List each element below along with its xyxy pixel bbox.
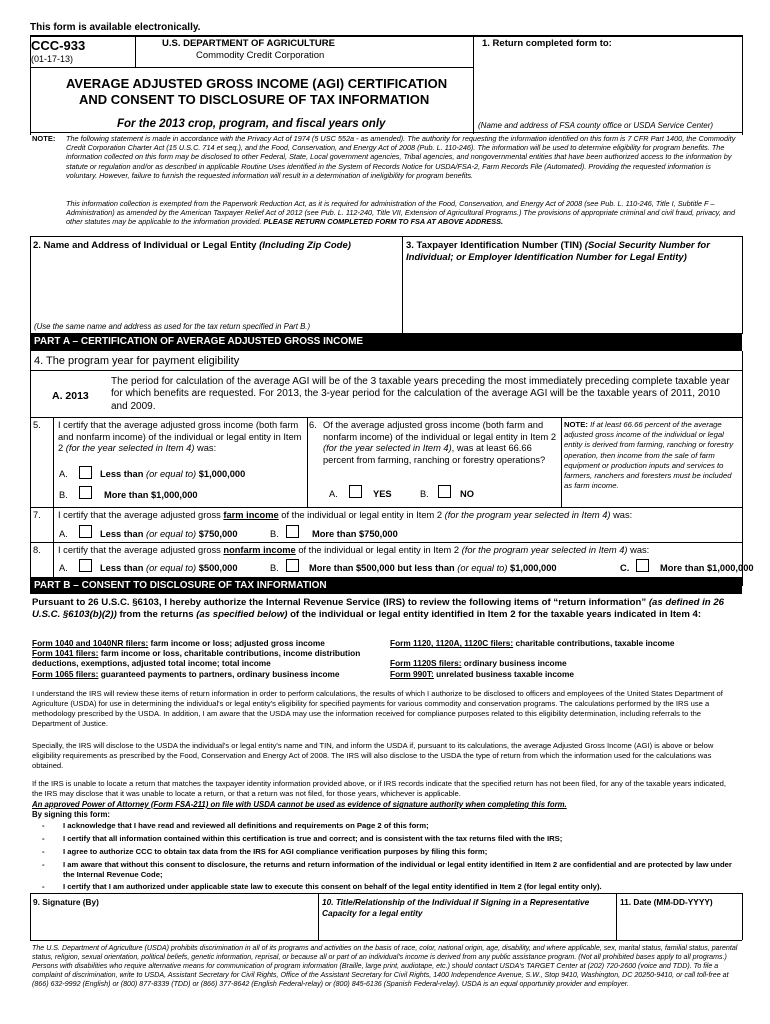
certification-bullets xyxy=(42,821,740,892)
item7-farm-income: farm income xyxy=(223,510,279,520)
item6-no-label: NO xyxy=(460,489,474,499)
title-relationship-field[interactable] xyxy=(322,919,614,938)
item8-c-checkbox[interactable] xyxy=(636,559,649,572)
item8-c-option: More than $1,000,000 xyxy=(660,563,754,573)
item7-a-checkbox[interactable] xyxy=(79,525,92,538)
item8-a-option xyxy=(100,563,238,573)
item8-end: was: xyxy=(630,545,650,555)
item5-b-option: More than $1,000,000 xyxy=(104,490,198,500)
form-desc: farm income or loss, charitable contributions, income distribution deductions, exemptions, adjusted total income; total income xyxy=(32,648,361,669)
item8-b-amount: $1,000,000 xyxy=(510,563,557,573)
item7-a-option xyxy=(100,529,238,539)
item4-text: The period for calculation of the average AGI will be of the 3 taxable years preceding the most immediately preceding complete taxable year for which benefits are requested. For 2013, the 3-year period for the calculation of the average AGI will be the taxable years of 2011, 2010 and 2009. xyxy=(111,376,730,412)
item5-a-checkbox[interactable] xyxy=(79,466,92,479)
item8-number: 8. xyxy=(33,545,41,555)
poa-warning: An approved Power of Attorney (Form FSA-211) on file with USDA cannot be used as evidence of signature authority when completing this form. xyxy=(32,800,567,809)
item8-text2: of the individual or legal entity in Item 2 xyxy=(298,545,460,555)
item4-label: 4. The program year for payment eligibility xyxy=(34,355,240,367)
form-name: Form 1041 filers: xyxy=(32,648,99,659)
form-name: Form 1040 and 1040NR filers: xyxy=(32,638,149,648)
irs-unable-paragraph: If the IRS is unable to locate a return that matches the taxpayer identity information provided above, or if IRS records indicate that the specified return has not been filed, for any of the taxable years indicated, the IRS may disclose that it was unable to locate a return, or that a return was not filed, for those years, whichever is applicable. xyxy=(32,779,726,798)
item8-a-label: A. xyxy=(59,563,68,573)
item5-a-text: Less than xyxy=(100,469,144,479)
item5-text xyxy=(58,420,304,455)
title-relationship-text: 10. Title/Relationship of the Individual if Signing in a Representative Capacity for a legal entity xyxy=(322,897,590,918)
item5-a-label: A. xyxy=(59,469,68,479)
item6-yes-checkbox[interactable] xyxy=(349,485,362,498)
return-form-label: 1. Return completed form to: xyxy=(482,38,612,49)
item6-text-end: , was at least 66.66 percent from farming, ranching or forestry operations? xyxy=(323,443,546,465)
form-desc: charitable contributions, taxable income xyxy=(515,638,675,648)
part-a-header: PART A – CERTIFICATION OF AVERAGE ADJUSTED GROSS INCOME xyxy=(30,333,742,351)
form-desc: guaranteed payments to partners, ordinary business income xyxy=(100,668,340,679)
fsa-office-note: (Name and address of FSA county office or USDA Service Center) xyxy=(478,121,714,130)
agency-name: U.S. DEPARTMENT OF AGRICULTURE xyxy=(162,38,335,49)
return-instruction: PLEASE RETURN COMPLETED FORM TO FSA AT ABOVE ADDRESS. xyxy=(263,217,504,227)
name-address-field[interactable] xyxy=(32,254,400,320)
item5-a-italic: (or equal to) xyxy=(146,469,197,479)
item8-b-checkbox[interactable] xyxy=(286,559,299,572)
consent-intro xyxy=(32,597,738,621)
form-name: Form 1065 filers: xyxy=(32,668,99,679)
bullet-item xyxy=(42,834,740,844)
item5-text-main: I certify that the average adjusted gross income (both farm and nonfarm income) of the individual or legal entity in Item 2 xyxy=(58,420,302,453)
item5-b-checkbox[interactable] xyxy=(79,486,92,499)
item6-b-label: B. xyxy=(420,489,429,499)
form-990t-item xyxy=(390,669,740,679)
item8-a-amount: $500,000 xyxy=(198,563,238,573)
bullet-mark: - xyxy=(42,834,45,843)
item8-b-text: More than $500,000 but less than xyxy=(309,563,455,573)
date-field[interactable] xyxy=(620,909,740,938)
item6-yes-label: YES xyxy=(373,489,392,499)
consent-intro-1: Pursuant to 26 U.S.C. §6103, I hereby authorize the Internal Revenue Service (IRS) to review the following items of “return information” xyxy=(32,597,647,608)
form-title-line1: AVERAGE ADJUSTED GROSS INCOME (AGI) CERTIFICATION xyxy=(66,76,448,91)
item6-no-checkbox[interactable] xyxy=(438,485,451,498)
note-label: NOTE: xyxy=(32,134,56,143)
consent-intro-italic1: (as defined in 26 U.S.C. §6103(b)(2)) xyxy=(32,597,724,620)
consent-intro-2: from the returns xyxy=(119,609,194,620)
item8-text xyxy=(58,545,649,555)
crop-year-line: For the 2013 crop, program, and fiscal years only xyxy=(117,118,386,130)
item2-note: (Use the same name and address as used for the tax return specified in Part B.) xyxy=(34,322,311,331)
item3-label-italic: (Social Security Number for Individual; or Employer Identification Number for Legal Entity) xyxy=(406,240,710,263)
item8-text1: I certify that the average adjusted gross xyxy=(58,545,221,555)
item8-a-italic: (or equal to) xyxy=(146,563,197,573)
forms-list-right xyxy=(390,638,740,679)
bullet-mark: - xyxy=(42,821,45,830)
form-1065-item xyxy=(32,669,388,679)
item5-number: 5. xyxy=(33,420,41,430)
date-label: 11. Date (MM-DD-YYYY) xyxy=(620,897,713,907)
paperwork-statement-text: This information collection is exempted from the Paperwork Reduction Act, as it is required for administration of the Food, Conservation, and Energy Act of 2008 (see Pub. L. 110-246, Title I, Subtitle F – Administration) as amended by the American Taxpayer Relief Act of 2012 (see Pub. L. 112-240, Title VII, Extension of Agricultural Programs.) The provisions of appropriate criminal and civil fraud, privacy, and other statutes may be applicable to the information provided. xyxy=(66,199,736,227)
item7-a-amount: $750,000 xyxy=(198,529,238,539)
part-b-header: PART B – CONSENT TO DISCLOSURE OF TAX INFORMATION xyxy=(30,578,742,594)
item7-a-label: A. xyxy=(59,529,68,539)
form-1041-item xyxy=(32,648,388,668)
tin-field[interactable] xyxy=(406,268,738,328)
item6-text-main: Of the average adjusted gross income (both farm and nonfarm income) of the individual or legal entity in Item 2 xyxy=(323,420,557,442)
irs-disclosure-paragraph: Specially, the IRS will disclose to the USDA the individual's or legal entity's name and TIN, and inform the USDA if, pursuant to its calculations, the average Adjusted Gross Income (AGI) is above or below eligibility requirements as prescribed by the Food, Conservation and Energy Act of 2008. The IRS will also disclose to the USDA the type of return from which the information used for the calculations was obtained. xyxy=(32,741,714,770)
item5-a-amount: $1,000,000 xyxy=(198,469,246,479)
item8-a-checkbox[interactable] xyxy=(79,559,92,572)
bullet-text: I agree to authorize CCC to obtain tax data from the IRS for AGI compliance verification purposes by filing this form; xyxy=(63,847,488,856)
side-note-label: NOTE: xyxy=(564,420,588,429)
item8-b-label: B. xyxy=(270,563,279,573)
item2-label-text: 2. Name and Address of Individual or Legal Entity xyxy=(33,240,257,251)
form-number: CCC-933 xyxy=(31,38,86,53)
item2-label xyxy=(33,240,351,251)
item7-b-checkbox[interactable] xyxy=(286,525,299,538)
item5-b-label: B. xyxy=(59,490,68,500)
form-date: (01-17-13) xyxy=(31,54,74,64)
item3-label-text: 3. Taxpayer Identification Number (TIN) xyxy=(406,240,583,251)
bullet-text: I certify that all information contained within this certification is true and correct; and is consistent with the tax returns filed with the IRS; xyxy=(63,834,563,843)
item7-text xyxy=(58,510,632,520)
bullet-text: I certify that I am authorized under applicable state law to execute this consent on behalf of the legal entity identified in Item 2 (for legal entity only). xyxy=(63,882,602,891)
irs-review-paragraph: I understand the IRS will review these items of return information in order to perform calculations, the results of which I authorize to be disclosed to officers and employees of the United States Department of Agriculture (USDA) for use in determining the individual's or legal entity's eligibility for specified payments for various commodity and conservation programs. The calculations performed by the IRS use a methodology prescribed by the USDA. In addition, I am aware that the USDA may use the information received for compliance purposes related to this eligibility determination, including referrals to the Department of Justice. xyxy=(32,689,723,728)
paperwork-statement xyxy=(66,199,738,227)
item6-number: 6. xyxy=(309,420,317,430)
farm-income-side-note xyxy=(564,420,738,491)
item8-nonfarm-income: nonfarm income xyxy=(223,545,296,555)
item6-text-italic: (for the year selected in Item 4) xyxy=(323,443,452,453)
item7-italic: (for the program year selected in Item 4) xyxy=(444,510,611,520)
program-year: A. 2013 xyxy=(52,390,89,402)
form-1040-item xyxy=(32,638,388,648)
item5-text-end: was: xyxy=(197,443,217,453)
form-title-line2: AND CONSENT TO DISCLOSURE OF TAX INFORMATION xyxy=(79,92,430,107)
item7-b-label: B. xyxy=(270,529,279,539)
form-1120-item xyxy=(390,638,740,648)
item5-a-option xyxy=(100,469,245,479)
consent-intro-italic2: (as specified below) xyxy=(196,609,288,620)
forms-list-left xyxy=(32,638,388,679)
item7-number: 7. xyxy=(33,510,41,520)
bullet-item xyxy=(42,882,740,892)
bullet-text: I acknowledge that I have read and reviewed all definitions and requirements on Page 2 of this form; xyxy=(63,821,429,830)
item6-text xyxy=(323,420,559,466)
nondiscrimination-statement: The U.S. Department of Agriculture (USDA) prohibits discrimination in all of its programs and activities on the basis of race, color, national origin, age, disability, and where applicable, sex, marital status, familial status, parental status, religion, sexual orientation, political beliefs, genetic information, reprisal, or because all or part of an individual's income is derived from any public assistance program. (Not all prohibited bases apply to all programs.) Persons with disabilities who require alternative means for communication of program information (Braille, large print, audiotape, etc.) should contact USDA's TARGET Center at (202) 720-2600 (voice and TDD). To file a complaint of discrimination, write to USDA, Assistant Secretary for Civil Rights, Office of the Assistant Secretary for Civil Rights, 1400 Independence Avenue, S.W., Stop 9410, Washington, DC 20250-9410, or call toll-free at (866) 632-9992 (English) or (800) 877-8339 (TDD) or (866) 377-8642 (English Federal-relay) or (800) 845-6136 (Spanish Federal-relay). USDA is an equal opportunity provider and employer. xyxy=(32,944,738,988)
signature-label: 9. Signature (By) xyxy=(33,897,99,907)
item7-text1: I certify that the average adjusted gross xyxy=(58,510,221,520)
item6-a-label: A. xyxy=(329,489,338,499)
bullet-item xyxy=(42,860,740,880)
item8-a-text: Less than xyxy=(100,563,144,573)
bullet-mark: - xyxy=(42,882,45,891)
item7-a-text: Less than xyxy=(100,529,144,539)
item2-label-italic: (Including Zip Code) xyxy=(259,240,351,251)
bullet-item xyxy=(42,821,740,831)
form-name: Form 1120, 1120A, 1120C filers: xyxy=(390,638,514,648)
item8-c-label: C. xyxy=(620,563,630,573)
bullet-text: I am aware that without this consent to disclosure, the returns and return information of the individual or legal entity identified in Item 2 are confidential and are protected by law under the Internal Revenue Code; xyxy=(63,860,732,879)
side-note-text: If at least 66.66 percent of the average adjusted gross income of the individual or legal entity is derived from farming, ranching or forestry operation, then income from the sale of farm equipment or production inputs and services to farmers, ranchers and foresters must be included as farm income. xyxy=(564,420,734,491)
item8-italic: (for the program year selected in Item 4) xyxy=(461,545,628,555)
form-desc: ordinary business income xyxy=(463,658,567,669)
signing-label: By signing this form: xyxy=(32,810,110,819)
form-name: Form 1120S filers: xyxy=(390,658,462,669)
form-desc: unrelated business taxable income xyxy=(436,668,574,679)
item7-end: was: xyxy=(613,510,633,520)
bullet-mark: - xyxy=(42,860,45,869)
form-name: Form 990T: xyxy=(390,668,434,679)
sub-agency-name: Commodity Credit Corporation xyxy=(196,50,325,61)
item3-label xyxy=(406,240,738,264)
signature-field[interactable] xyxy=(33,909,315,938)
item7-b-option: More than $750,000 xyxy=(312,529,398,539)
bullet-mark: - xyxy=(42,847,45,856)
consent-intro-3: of the individual or legal entity identified in Item 2 for the taxable years indicated in Item 4: xyxy=(290,609,702,620)
availability-note: This form is available electronically. xyxy=(30,22,201,33)
form-desc: farm income or loss; adjusted gross income xyxy=(150,638,325,648)
bullet-item xyxy=(42,847,740,857)
title-relationship-label xyxy=(322,897,612,918)
item8-b-italic: (or equal to) xyxy=(457,563,508,573)
item5-text-italic: (for the year selected in Item 4) xyxy=(65,443,195,453)
form-1120s-item xyxy=(390,658,740,668)
item7-text2: of the individual or legal entity in Item 2 xyxy=(281,510,443,520)
item7-a-italic: (or equal to) xyxy=(146,529,197,539)
privacy-act-statement: The following statement is made in accordance with the Privacy Act of 1974 (5 USC 552a - as amended). The authority for requesting the information identified on this form is 7 CFR Part 1400, the Commodity Credit Corporation Charter Act (15 U.S.C. 714 et seq.), and the Food, Conservation, and Energy Act of 2008 (Pub. L. 110-246). The information will be used to determine eligibility for program benefits. The information collected on this form may be disclosed to other Federal, State, Local government agencies, Tribal agencies, and nongovernmental entities that have been authorized access to the information by statute or regulation and/or as described in applicable Routine Uses identified in the System of Records Notice for USDA/FSA-2, Farm Records File (Automated). Providing the requested information is voluntary. However, failure to furnish the requested information will result in a determination of ineligibility for program benefits. xyxy=(66,134,736,180)
item8-b-option xyxy=(309,563,557,573)
